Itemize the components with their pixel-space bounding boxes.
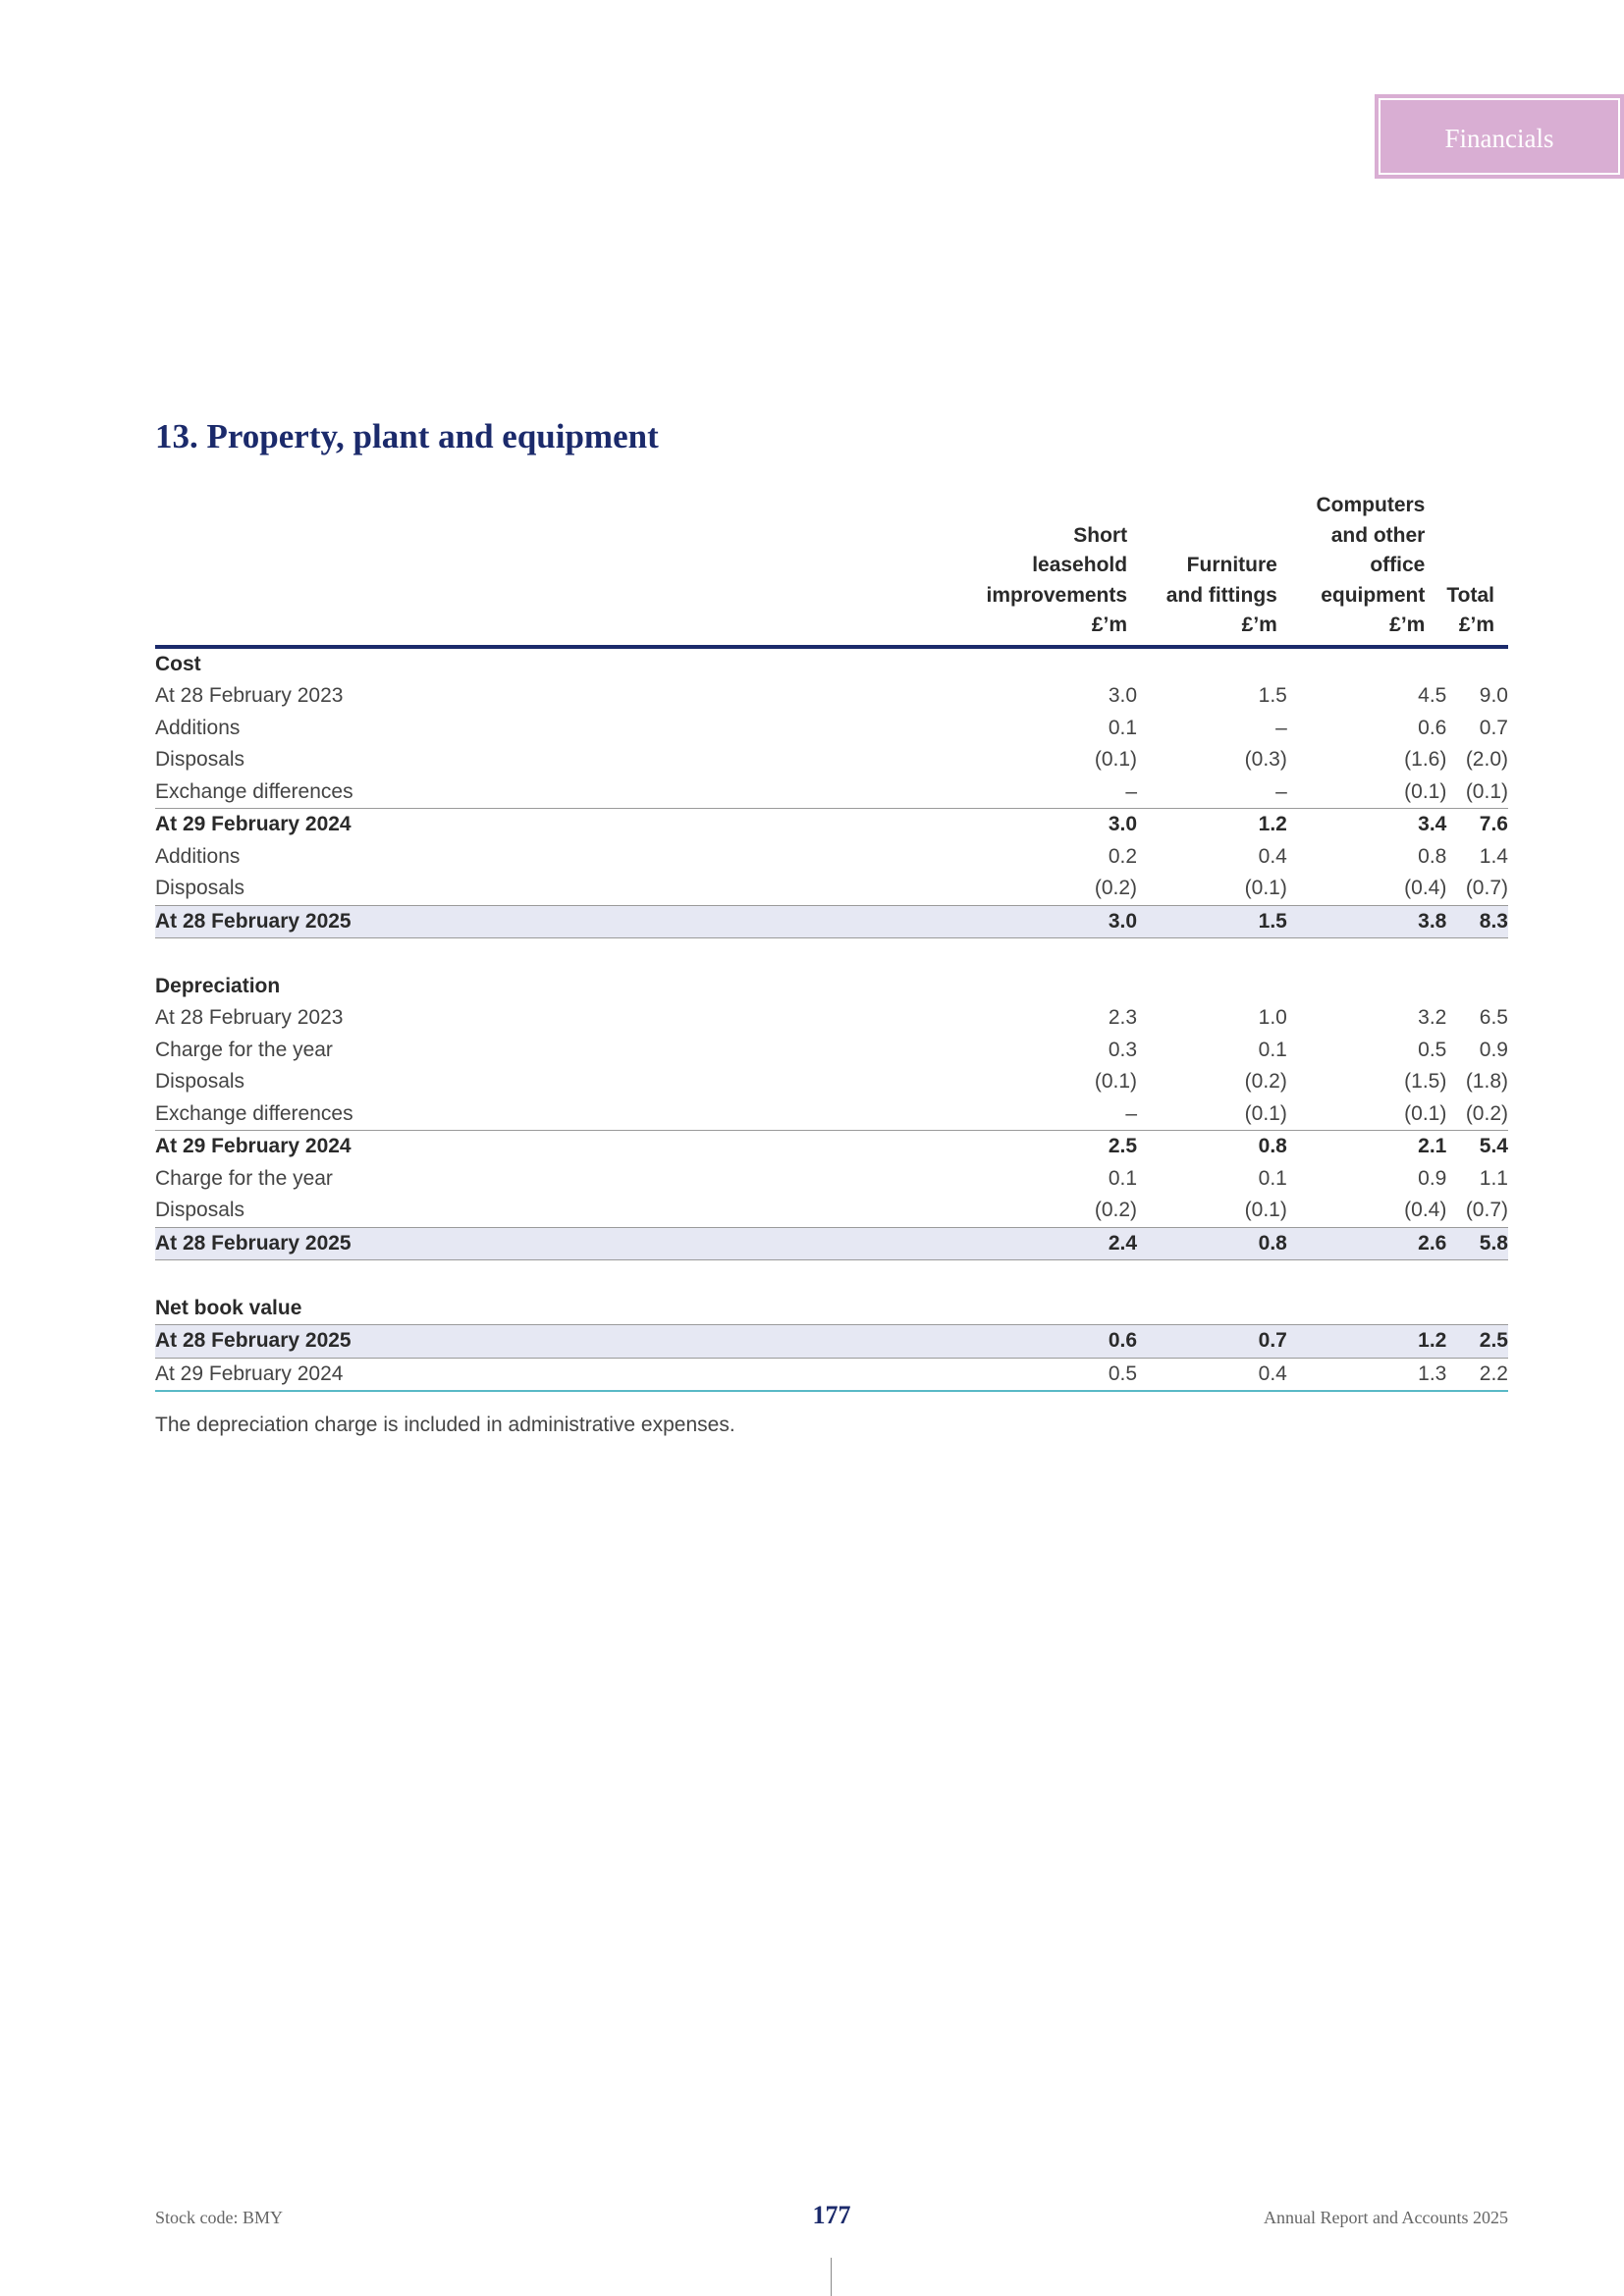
table-row [155, 1227, 1508, 1260]
row-label: Charge for the year [155, 1166, 333, 1190]
value-cell: – [1125, 779, 1138, 803]
value-cell: (0.1) [1465, 779, 1508, 803]
value-cell: 0.1 [1258, 1038, 1287, 1061]
value-cell: – [1275, 716, 1287, 739]
col-header-total: Total £’m [1446, 491, 1508, 647]
row-label: At 29 February 2024 [155, 1131, 827, 1163]
value-cell: 0.1 [1108, 1166, 1138, 1190]
spacer-row [155, 1260, 1508, 1293]
value-cell: 0.4 [1258, 844, 1287, 868]
value-cell: 1.5 [1137, 905, 1287, 938]
value-cell: – [1275, 779, 1287, 803]
row-label: Disposals [155, 1199, 245, 1221]
value-cell: 8.3 [1446, 905, 1508, 938]
row-label: At 29 February 2024 [155, 809, 827, 841]
value-cell: 2.4 [827, 1227, 1137, 1260]
value-cell [1287, 1293, 1447, 1325]
table-row [155, 1035, 1508, 1067]
value-cell: 0.5 [827, 1358, 1137, 1391]
value-cell [1137, 1293, 1287, 1325]
value-cell: 2.6 [1287, 1227, 1447, 1260]
value-cell: 4.5 [1418, 684, 1447, 707]
value-cell: (1.6) [1404, 748, 1447, 771]
spacer-row [155, 938, 1508, 971]
table-row [155, 1002, 1508, 1035]
value-cell: (0.7) [1465, 877, 1508, 899]
value-cell [1446, 1293, 1508, 1325]
section-heading-row [155, 971, 1508, 1003]
value-cell: 0.4 [1137, 1358, 1287, 1391]
table-row [155, 1163, 1508, 1196]
value-cell: (0.2) [1094, 1199, 1138, 1221]
table-row [155, 873, 1508, 905]
value-cell: (1.8) [1465, 1070, 1508, 1093]
row-label: At 28 February 2023 [155, 684, 344, 707]
row-label: Disposals [155, 877, 245, 899]
section-tab [1375, 94, 1624, 179]
section-heading-row [155, 647, 1508, 681]
value-cell: 0.8 [1137, 1131, 1287, 1163]
value-cell: (2.0) [1465, 748, 1508, 771]
value-cell: 1.3 [1287, 1358, 1447, 1391]
row-label: Charge for the year [155, 1038, 333, 1061]
table-row [155, 809, 1508, 841]
section-heading-row [155, 1293, 1508, 1325]
row-label: At 28 February 2025 [155, 1227, 827, 1260]
col-header-furniture: Furniture and fittings £’m [1137, 491, 1287, 647]
value-cell: (0.2) [1244, 1070, 1287, 1093]
ppe-table [155, 491, 1508, 1392]
row-label: At 28 February 2023 [155, 1006, 344, 1029]
value-cell: 2.3 [1108, 1006, 1138, 1029]
value-cell: 6.5 [1479, 1006, 1508, 1029]
value-cell: 0.5 [1418, 1038, 1447, 1061]
col-header-computers: Computers and other office equipment £’m [1287, 491, 1447, 647]
table-row [155, 1066, 1508, 1098]
row-label: Additions [155, 716, 241, 739]
value-cell: 1.2 [1137, 809, 1287, 841]
footer-report-title: Annual Report and Accounts 2025 [1264, 2208, 1508, 2227]
value-cell [1287, 647, 1447, 681]
value-cell [1446, 971, 1508, 1003]
value-cell: 0.9 [1479, 1038, 1508, 1061]
value-cell: 3.4 [1287, 809, 1447, 841]
footer-divider [831, 2258, 832, 2296]
table-row [155, 744, 1508, 776]
footer-stock-code: Stock code: BMY [155, 2208, 283, 2227]
value-cell: (0.2) [1465, 1101, 1508, 1125]
value-cell: (0.1) [1404, 1101, 1447, 1125]
col-header-short-leasehold: Short leasehold improvements £’m [827, 491, 1137, 647]
page-title: 13. Property, plant and equipment [155, 417, 659, 455]
value-cell: (0.1) [1244, 1101, 1287, 1125]
value-cell: (0.1) [1094, 1070, 1138, 1093]
section-tab-label: Financials [1444, 124, 1554, 153]
value-cell: – [1125, 1101, 1138, 1125]
table-row [155, 1131, 1508, 1163]
value-cell: (0.1) [1244, 877, 1287, 899]
row-label: At 28 February 2025 [155, 1325, 827, 1359]
header-label-cell [155, 491, 827, 647]
row-label: Net book value [155, 1296, 302, 1319]
value-cell: 3.2 [1418, 1006, 1447, 1029]
value-cell: 3.0 [1108, 684, 1138, 707]
value-cell: 1.0 [1258, 1006, 1287, 1029]
value-cell [827, 1293, 1137, 1325]
value-cell: 3.0 [827, 809, 1137, 841]
table-row [155, 841, 1508, 874]
table-row [155, 713, 1508, 745]
row-label: At 28 February 2025 [155, 905, 827, 938]
value-cell [827, 647, 1137, 681]
value-cell: (0.4) [1404, 1199, 1447, 1221]
value-cell: 2.5 [1446, 1325, 1508, 1359]
value-cell: 2.2 [1446, 1358, 1508, 1391]
value-cell: 1.2 [1287, 1325, 1447, 1359]
value-cell: 0.6 [1418, 716, 1447, 739]
value-cell: 0.3 [1108, 1038, 1138, 1061]
value-cell: 0.8 [1137, 1227, 1287, 1260]
value-cell [1446, 647, 1508, 681]
table-row [155, 1358, 1508, 1391]
value-cell: 1.5 [1258, 684, 1287, 707]
row-label: Disposals [155, 1070, 245, 1093]
table-row [155, 1195, 1508, 1227]
value-cell: 1.4 [1479, 844, 1508, 868]
value-cell [1287, 971, 1447, 1003]
row-label: Exchange differences [155, 1101, 353, 1125]
value-cell: 0.7 [1137, 1325, 1287, 1359]
value-cell: 0.2 [1108, 844, 1138, 868]
value-cell [827, 971, 1137, 1003]
row-label: Exchange differences [155, 779, 353, 803]
value-cell: (0.7) [1465, 1199, 1508, 1221]
value-cell: 0.6 [827, 1325, 1137, 1359]
value-cell [1137, 971, 1287, 1003]
row-label: Disposals [155, 748, 245, 771]
value-cell: (1.5) [1404, 1070, 1447, 1093]
value-cell: 2.1 [1287, 1131, 1447, 1163]
value-cell: (0.3) [1244, 748, 1287, 771]
value-cell: (0.1) [1244, 1199, 1287, 1221]
table-row [155, 776, 1508, 809]
value-cell: 0.9 [1418, 1166, 1447, 1190]
value-cell: 5.8 [1446, 1227, 1508, 1260]
row-label: Depreciation [155, 974, 281, 997]
value-cell: (0.2) [1094, 877, 1138, 899]
value-cell [1137, 647, 1287, 681]
value-cell: 7.6 [1446, 809, 1508, 841]
table-row [155, 1098, 1508, 1131]
value-cell: 0.1 [1108, 716, 1138, 739]
table-header-row [155, 491, 1508, 647]
value-cell: 3.8 [1287, 905, 1447, 938]
row-label: At 29 February 2024 [155, 1358, 827, 1391]
value-cell: 2.5 [827, 1131, 1137, 1163]
page-number: 177 [812, 2201, 851, 2229]
value-cell: 0.7 [1479, 716, 1508, 739]
row-label: Cost [155, 652, 201, 675]
value-cell: 3.0 [827, 905, 1137, 938]
value-cell: 1.1 [1479, 1166, 1508, 1190]
value-cell: 5.4 [1446, 1131, 1508, 1163]
table-row [155, 1325, 1508, 1359]
value-cell: 0.1 [1258, 1166, 1287, 1190]
value-cell: 0.8 [1418, 844, 1447, 868]
value-cell: (0.4) [1404, 877, 1447, 899]
value-cell: (0.1) [1094, 748, 1138, 771]
value-cell: (0.1) [1404, 779, 1447, 803]
footnote: The depreciation charge is included in administrative expenses. [155, 1414, 735, 1436]
row-label: Additions [155, 844, 241, 868]
value-cell: 9.0 [1479, 684, 1508, 707]
table-row [155, 680, 1508, 713]
table-row [155, 905, 1508, 938]
